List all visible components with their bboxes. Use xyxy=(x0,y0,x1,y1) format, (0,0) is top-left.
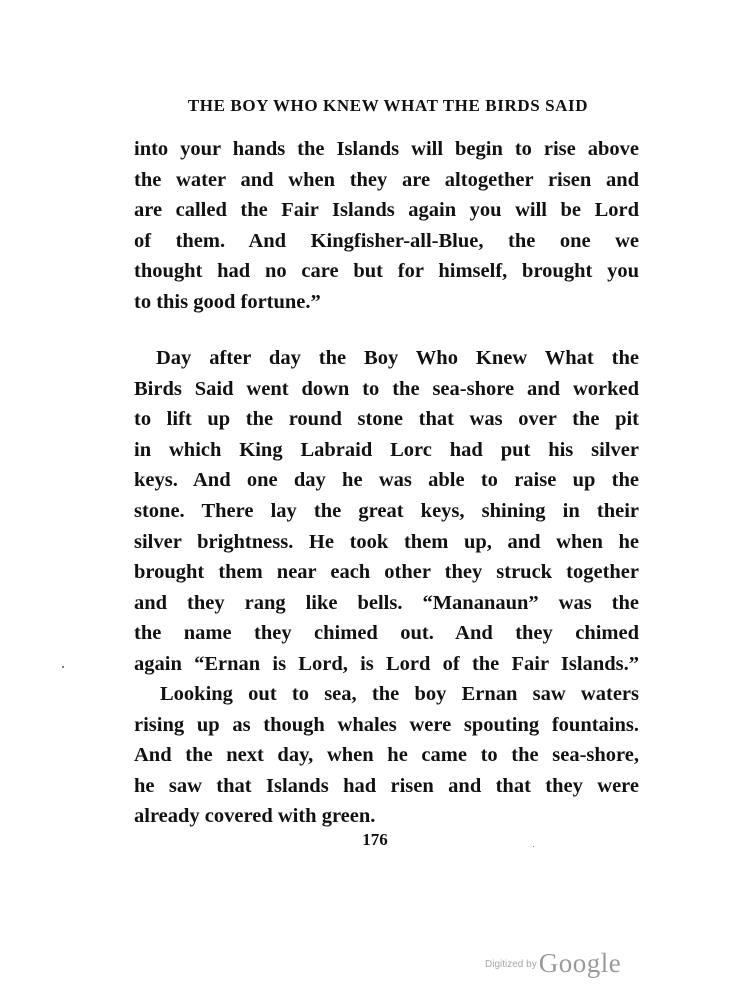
google-watermark xyxy=(485,948,645,984)
running-head: THE BOY WHO KNEW WHAT THE BIRDS SAID xyxy=(187,96,589,115)
text-line: Looking out to sea, the boy Ernan saw waters xyxy=(160,683,639,705)
text-line: rising up as though whales were spouting fountains. xyxy=(134,713,639,736)
text-line: he saw that Islands had risen and that they were xyxy=(134,774,639,797)
text-line: brought them near each other they struck together xyxy=(134,561,639,584)
text-line: the name they chimed out. And they chimed xyxy=(134,622,639,645)
watermark-prefix: Digitized by xyxy=(485,959,537,970)
text-line: thought had no care but for himself, brought you xyxy=(134,260,639,283)
text-line: again “Ernan is Lord, is Lord of the Fair Islands.” xyxy=(134,652,639,675)
text-line: are called the Fair Islands again you will be Lord xyxy=(134,199,639,222)
text-line: to this good fortune.” xyxy=(134,290,321,313)
text-line: silver brightness. He took them up, and when he xyxy=(134,530,639,553)
text-line: of them. And Kingfisher-all-Blue, the one we xyxy=(134,229,639,252)
text-line: in which King Labraid Lorc had put his silver xyxy=(134,438,639,461)
text-line: the water and when they are altogether risen and xyxy=(134,168,639,191)
text-line: And the next day, when he came to the sea-shore, xyxy=(134,744,639,767)
text-line: already covered with green. xyxy=(134,805,376,828)
text-line: keys. And one day he was able to raise up the xyxy=(134,469,639,492)
text-line: to lift up the round stone that was over the pit xyxy=(134,408,639,431)
text-line: and they rang like bells. “Mananaun” was the xyxy=(134,591,639,614)
paragraph-3 xyxy=(134,679,639,832)
scan-speck xyxy=(62,666,64,668)
page-number: 176 xyxy=(362,830,388,849)
paragraph-1 xyxy=(134,134,639,318)
text-line: into your hands the Islands will begin to rise above xyxy=(134,138,639,160)
scan-speck xyxy=(533,846,534,847)
paragraph-2 xyxy=(134,343,639,680)
text-line: stone. There lay the great keys, shining in their xyxy=(134,499,639,522)
text-line: Birds Said went down to the sea-shore and worked xyxy=(134,377,639,400)
text-line: Day after day the Boy Who Knew What the xyxy=(156,347,639,369)
watermark-brand: Google xyxy=(538,948,622,978)
